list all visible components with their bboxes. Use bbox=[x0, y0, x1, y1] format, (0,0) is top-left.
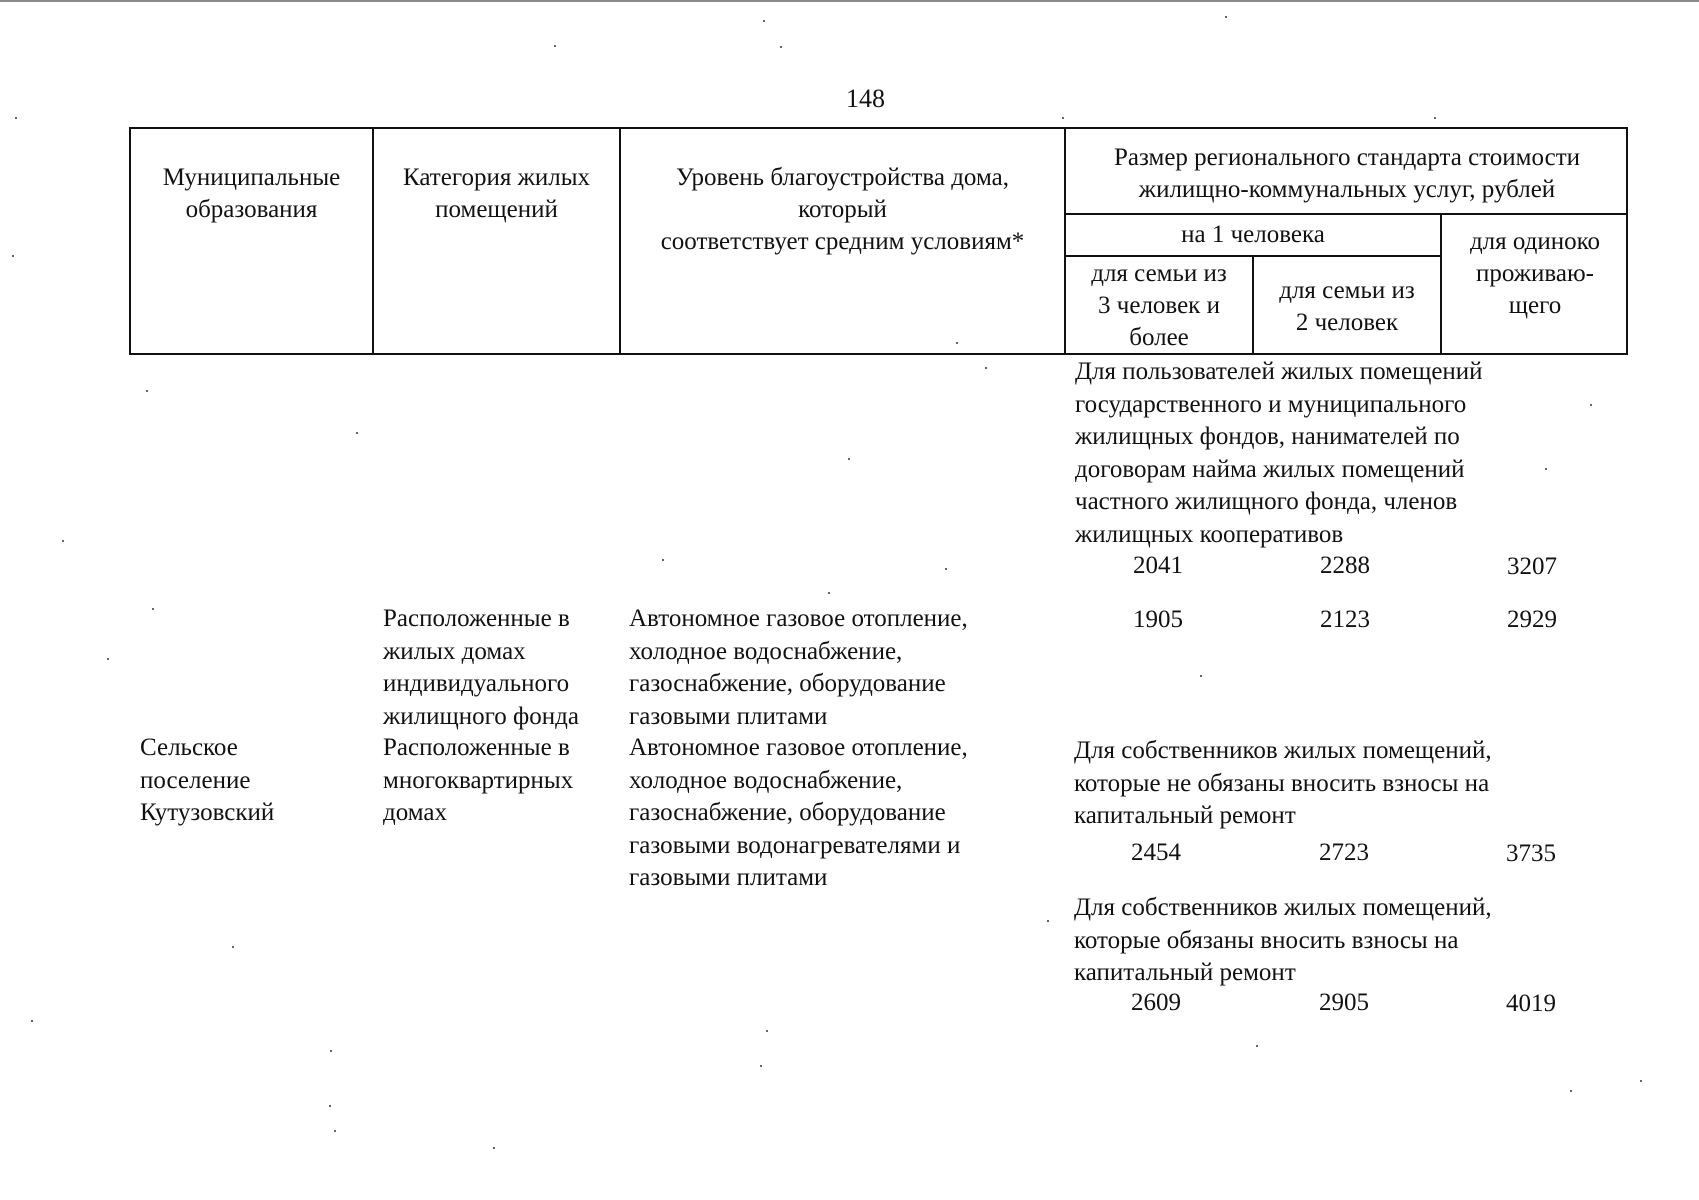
note-line: Для пользователей жилых помещений bbox=[1075, 358, 1483, 385]
header-improvement-line: который bbox=[798, 196, 887, 223]
improvement-line: Автономное газовое отопление, bbox=[629, 734, 968, 761]
header-family-3-line: 3 человек и bbox=[1098, 292, 1220, 319]
value-cell: 2454 bbox=[1131, 839, 1181, 866]
value-cell: 4019 bbox=[1506, 990, 1556, 1017]
category-line: домах bbox=[383, 799, 447, 826]
improvement-line: газовыми плитами bbox=[629, 702, 828, 730]
value-cell: 2723 bbox=[1319, 839, 1369, 866]
header-family-2 bbox=[1254, 275, 1440, 339]
note-line: жилищных кооперативов bbox=[1075, 520, 1344, 548]
category-line: многоквартирных bbox=[383, 766, 574, 794]
header-standard-size bbox=[1066, 142, 1628, 206]
municipality-name bbox=[140, 732, 274, 830]
header-single-line: проживаю- bbox=[1476, 260, 1594, 287]
header-single-line: щего bbox=[1508, 292, 1562, 319]
note-line: договорам найма жилых помещений bbox=[1075, 455, 1465, 483]
improvement-line: Автономное газовое отопление, bbox=[629, 605, 968, 632]
category-individual-housing bbox=[383, 603, 579, 733]
value-cell: 3735 bbox=[1506, 840, 1556, 867]
header-improvement-line: соответствует средним условиям* bbox=[660, 228, 1025, 255]
improvement-level-1 bbox=[629, 603, 968, 733]
note-tenants bbox=[1075, 356, 1483, 551]
header-family-3 bbox=[1066, 258, 1252, 354]
note-line: капитальный ремонт bbox=[1074, 802, 1296, 829]
improvement-line: газоснабжение, оборудование bbox=[629, 670, 946, 697]
header-municipalities-line: образования bbox=[185, 196, 318, 223]
category-line: жилищного фонда bbox=[383, 702, 579, 730]
header-standard-line: Размер регионального стандарта стоимости bbox=[1113, 144, 1581, 171]
note-owners-obliged bbox=[1074, 892, 1492, 990]
header-family-2-line: 2 человек bbox=[1295, 309, 1399, 336]
note-line: Для собственников жилых помещений, bbox=[1074, 737, 1492, 764]
category-line: индивидуального bbox=[383, 670, 570, 697]
note-line: Для собственников жилых помещений, bbox=[1074, 894, 1492, 921]
page-number: 148 bbox=[846, 84, 885, 113]
header-family-3-line: для семьи из bbox=[1091, 260, 1227, 287]
value-cell: 3207 bbox=[1507, 553, 1557, 580]
category-line: Расположенные в bbox=[383, 605, 570, 632]
scan-top-edge bbox=[0, 0, 1699, 2]
header-category bbox=[374, 162, 619, 226]
improvement-line: холодное водоснабжение, bbox=[629, 766, 903, 794]
note-line: капитальный ремонт bbox=[1074, 959, 1296, 986]
header-category-line: Категория жилых bbox=[403, 164, 590, 191]
category-line: жилых домах bbox=[383, 637, 526, 665]
header-single-line: для одиноко bbox=[1469, 228, 1601, 255]
header-family-2-line: для семьи из bbox=[1279, 277, 1415, 304]
header-municipalities-line: Муниципальные bbox=[162, 164, 341, 191]
improvement-line: газовыми плитами bbox=[629, 864, 828, 891]
header-divider-h1 bbox=[1064, 213, 1628, 215]
header-per-person: на 1 человека bbox=[1181, 221, 1325, 248]
header-improvement-level bbox=[621, 162, 1064, 258]
improvement-line: газоснабжение, оборудование bbox=[629, 799, 946, 826]
value-cell: 2929 bbox=[1507, 606, 1557, 633]
municipality-line: Сельское bbox=[140, 734, 238, 761]
municipality-line: поселение bbox=[140, 766, 251, 794]
note-line: частного жилищного фонда, членов bbox=[1075, 488, 1458, 515]
header-single bbox=[1442, 226, 1628, 322]
value-cell: 2041 bbox=[1133, 552, 1183, 579]
note-line: государственного и муниципального bbox=[1075, 390, 1467, 418]
value-cell: 2609 bbox=[1131, 989, 1181, 1016]
value-cell: 2123 bbox=[1320, 606, 1370, 633]
header-improvement-line: Уровень благоустройства дома, bbox=[676, 164, 1009, 191]
municipality-line: Кутузовский bbox=[140, 799, 275, 826]
improvement-line: газовыми водонагревателями и bbox=[629, 831, 961, 859]
category-apartment-buildings bbox=[383, 732, 573, 830]
value-cell: 2905 bbox=[1319, 989, 1369, 1016]
header-municipalities bbox=[131, 162, 372, 226]
category-line: Расположенные в bbox=[383, 734, 570, 761]
improvement-line: холодное водоснабжение, bbox=[629, 637, 903, 665]
note-line: которые не обязаны вносить взносы на bbox=[1074, 769, 1490, 797]
header-standard-line: жилищно-коммунальных услуг, рублей bbox=[1138, 176, 1556, 203]
note-line: жилищных фондов, нанимателей по bbox=[1075, 423, 1460, 450]
value-cell: 2288 bbox=[1320, 552, 1370, 579]
note-owners-not-obliged bbox=[1074, 735, 1492, 833]
header-family-3-line: более bbox=[1129, 324, 1189, 351]
note-line: которые обязаны вносить взносы на bbox=[1074, 926, 1459, 954]
value-cell: 1905 bbox=[1133, 606, 1183, 633]
improvement-level-2 bbox=[629, 732, 968, 895]
header-category-line: помещений bbox=[435, 196, 558, 223]
